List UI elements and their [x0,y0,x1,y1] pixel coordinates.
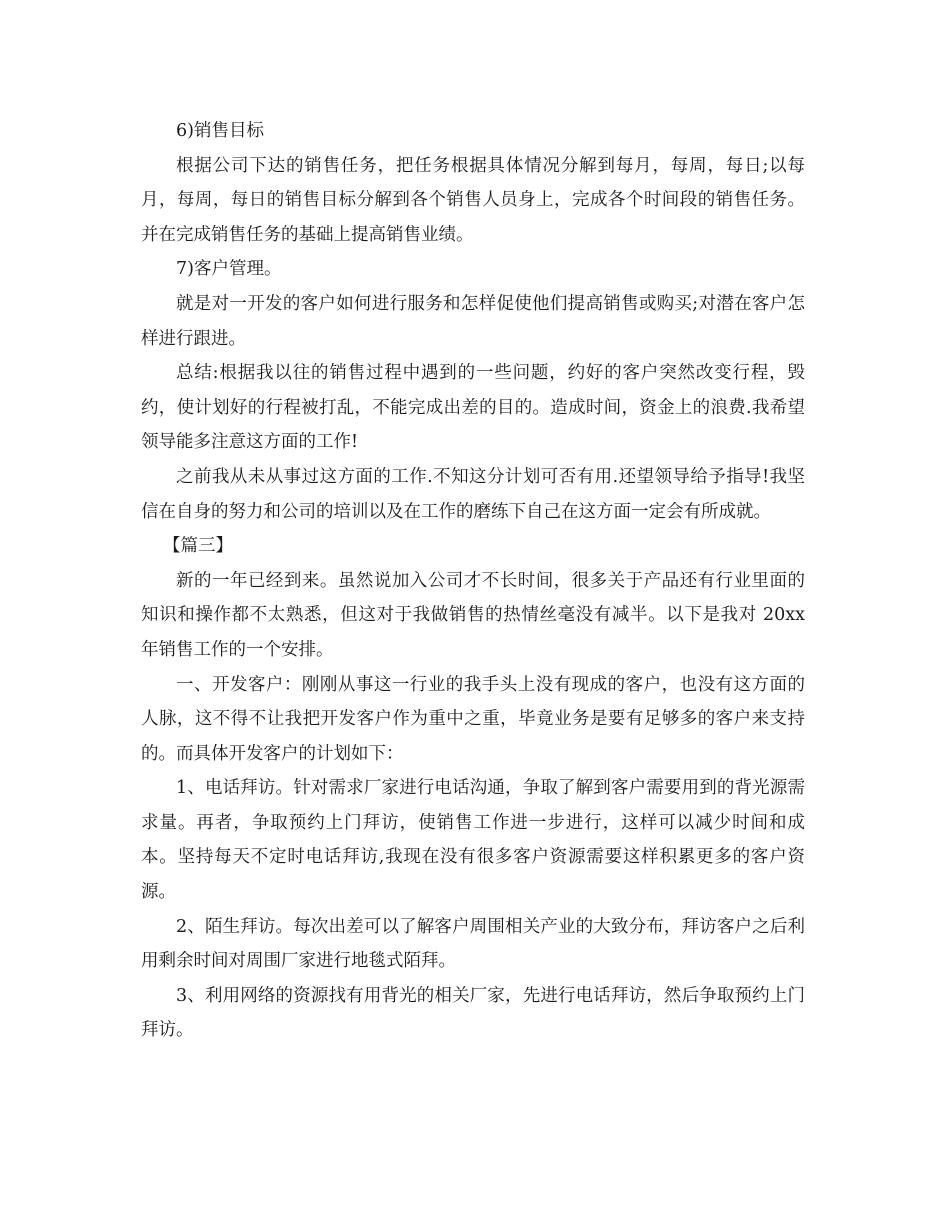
paragraph-closing: 之前我从未从事过这方面的工作.不知这分计划可否有用.还望领导给予指导!我坚信在自身的努力和公司的培训以及在工作的磨练下自己在这方面一定会有所成就。 [141,466,805,522]
document-body [141,114,805,1048]
paragraph-cold-visits: 2、陌生拜访。每次出差可以了解客户周围相关产业的大致分布，拜访客户之后利用剩余时间对周围厂家进行地毯式陌拜。 [141,916,805,972]
heading-sales-target: 6)销售目标 [176,121,264,141]
section-title-part-three: 【篇三】 [163,536,233,557]
paragraph-intro: 新的一年已经到来。虽然说加入公司才不长时间，很多关于产品还有行业里面的知识和操作都不太熟悉，但这对于我做销售的热情丝毫没有减半。以下是我对 20xx 年销售工作的一个安排。 [141,570,805,660]
paragraph-customer-management: 就是对一开发的客户如何进行服务和怎样促使他们提高销售或购买;对潜在客户怎样进行跟进。 [141,293,805,349]
paragraph-phone-visits: 1、电话拜访。针对需求厂家进行电话沟通，争取了解到客户需要用到的背光源需求量。再者，争取预约上门拜访，使销售工作进一步进行，这样可以减少时间和成本。坚持每天不定时电话拜访,我现在没有很多客户资源需要这样积累更多的客户资源。 [141,778,805,903]
paragraph-summary: 总结:根据我以往的销售过程中遇到的一些问题，约好的客户突然改变行程，毁约，使计划好的行程被打乱，不能完成出差的目的。造成时间，资金上的浪费.我希望领导能多注意这方面的工作! [141,363,805,453]
heading-customer-management: 7)客户管理。 [176,259,282,280]
paragraph-sales-target: 根据公司下达的销售任务，把任务根据具体情况分解到每月，每周，每日;以每月，每周，每日的销售目标分解到各个销售人员身上，完成各个时间段的销售任务。并在完成销售任务的基础上提高销售业绩。 [141,155,805,245]
paragraph-develop-customers: 一、开发客户：刚刚从事这一行业的我手头上没有现成的客户，也没有这方面的人脉，这不得不让我把开发客户作为重中之重，毕竟业务是要有足够多的客户来支持的。而具体开发客户的计划如下： [141,674,805,764]
paragraph-network-resources: 3、利用网络的资源找有用背光的相关厂家，先进行电话拜访，然后争取预约上门拜访。 [141,985,805,1041]
